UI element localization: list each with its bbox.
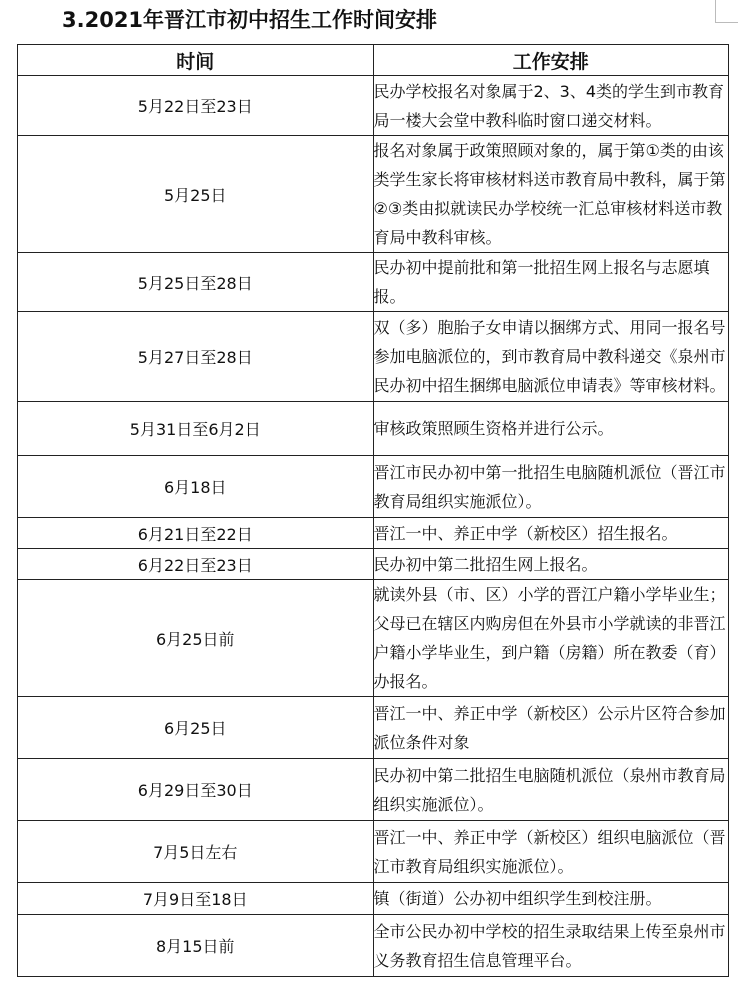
row-time: 7月9日至18日 bbox=[18, 883, 374, 915]
row-work: 民办初中第二批招生电脑随机派位（泉州市教育局组织实施派位）。 bbox=[373, 759, 729, 821]
table-row bbox=[18, 456, 729, 518]
table-row bbox=[18, 697, 729, 759]
row-time: 5月25日至28日 bbox=[18, 253, 374, 312]
row-work: 双（多）胞胎子女申请以捆绑方式、用同一报名号参加电脑派位的，到市教育局中教科递交《泉州市民办初中招生捆绑电脑派位申请表》等审核材料。 bbox=[373, 312, 729, 402]
table-row bbox=[18, 402, 729, 456]
table-row bbox=[18, 136, 729, 253]
table-row bbox=[18, 253, 729, 312]
header-time: 时间 bbox=[18, 45, 374, 76]
row-time: 5月27日至28日 bbox=[18, 312, 374, 402]
schedule-table bbox=[17, 44, 729, 977]
row-time: 6月18日 bbox=[18, 456, 374, 518]
row-time: 5月22日至23日 bbox=[18, 76, 374, 136]
row-work: 报名对象属于政策照顾对象的，属于第①类的由该类学生家长将审核材料送市教育局中教科，属于第②③类由拟就读民办学校统一汇总审核材料送市教育局中教科审核。 bbox=[373, 136, 729, 253]
table-row bbox=[18, 549, 729, 580]
table-row bbox=[18, 312, 729, 402]
row-work: 审核政策照顾生资格并进行公示。 bbox=[373, 402, 729, 456]
row-work: 晋江市民办初中第一批招生电脑随机派位（晋江市教育局组织实施派位）。 bbox=[373, 456, 729, 518]
table-row bbox=[18, 759, 729, 821]
row-work: 晋江一中、养正中学（新校区）公示片区符合参加派位条件对象 bbox=[373, 697, 729, 759]
row-time: 6月25日 bbox=[18, 697, 374, 759]
row-time: 6月22日至23日 bbox=[18, 549, 374, 580]
row-work: 镇（街道）公办初中组织学生到校注册。 bbox=[373, 883, 729, 915]
row-time: 6月25日前 bbox=[18, 580, 374, 697]
table-row bbox=[18, 915, 729, 977]
row-work: 晋江一中、养正中学（新校区）组织电脑派位（晋江市教育局组织实施派位）。 bbox=[373, 821, 729, 883]
row-time: 8月15日前 bbox=[18, 915, 374, 977]
header-work: 工作安排 bbox=[373, 45, 729, 76]
row-time: 5月31日至6月2日 bbox=[18, 402, 374, 456]
table-row bbox=[18, 76, 729, 136]
table-row bbox=[18, 580, 729, 697]
row-time: 6月29日至30日 bbox=[18, 759, 374, 821]
row-work: 民办学校报名对象属于2、3、4类的学生到市教育局一楼大会堂中教科临时窗口递交材料。 bbox=[373, 76, 729, 136]
table-row bbox=[18, 883, 729, 915]
table-header-row bbox=[18, 45, 729, 76]
row-time: 7月5日左右 bbox=[18, 821, 374, 883]
row-work: 全市公民办初中学校的招生录取结果上传至泉州市义务教育招生信息管理平台。 bbox=[373, 915, 729, 977]
row-time: 6月21日至22日 bbox=[18, 518, 374, 549]
row-work: 就读外县（市、区）小学的晋江户籍小学毕业生；父母已在辖区内购房但在外县市小学就读的非晋江户籍小学毕业生，到户籍（房籍）所在教委（育）办报名。 bbox=[373, 580, 729, 697]
page-title: 3.2021年晋江市初中招生工作时间安排 bbox=[62, 8, 438, 32]
row-time: 5月25日 bbox=[18, 136, 374, 253]
table-row bbox=[18, 518, 729, 549]
row-work: 民办初中第二批招生网上报名。 bbox=[373, 549, 729, 580]
row-work: 民办初中提前批和第一批招生网上报名与志愿填报。 bbox=[373, 253, 729, 312]
row-work: 晋江一中、养正中学（新校区）招生报名。 bbox=[373, 518, 729, 549]
table-row bbox=[18, 821, 729, 883]
crop-corner-mark bbox=[715, 0, 738, 23]
